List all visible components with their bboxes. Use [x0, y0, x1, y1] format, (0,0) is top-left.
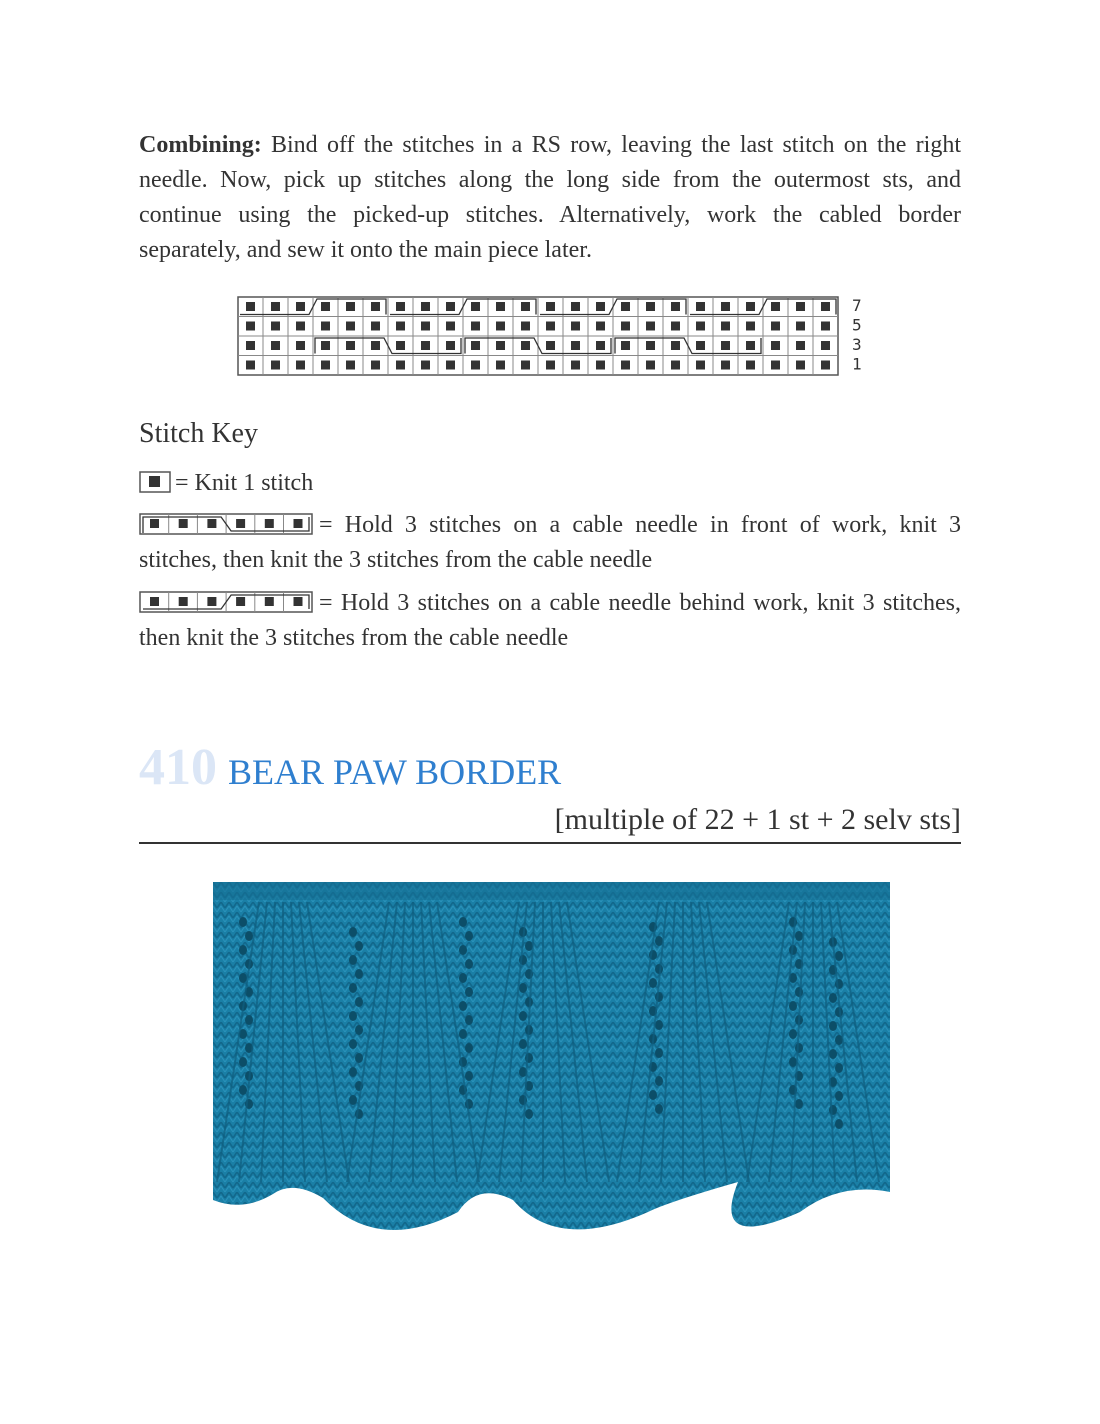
chart-knit-square [246, 341, 255, 350]
chart-knit-square [496, 302, 505, 311]
chart-row-number: 1 [852, 354, 862, 374]
combining-paragraph [139, 128, 961, 268]
chart-knit-square [796, 322, 805, 331]
chart-knit-square [346, 361, 355, 370]
chart-knit-square [721, 302, 730, 311]
chart-knit-square [621, 361, 630, 370]
chart-knit-square [421, 341, 430, 350]
chart-knit-square [771, 341, 780, 350]
chart-knit-square [346, 341, 355, 350]
chart-row-number: 7 [852, 296, 862, 315]
chart-knit-square [696, 341, 705, 350]
chart-knit-square [671, 302, 680, 311]
chart-knit-square [396, 302, 405, 311]
chart-row-number: 3 [852, 335, 862, 354]
section-number: 410 [139, 739, 217, 796]
chart-knit-square [521, 361, 530, 370]
chart-knit-square [371, 361, 380, 370]
chart-knit-square [446, 302, 455, 311]
chart-knit-square [646, 322, 655, 331]
chart-knit-square [496, 322, 505, 331]
chart-knit-square [671, 361, 680, 370]
chart-knit-square [821, 302, 830, 311]
chart-knit-square [521, 341, 530, 350]
chart-knit-square [371, 322, 380, 331]
chart-knit-square [271, 302, 280, 311]
chart-knit-square [496, 361, 505, 370]
key-text-cable-back: = Hold 3 stitches on a cable needle behind work, knit 3 stitches, then knit the 3 stitches from the cable needle [139, 590, 961, 651]
chart-knit-square [271, 361, 280, 370]
chart-knit-square [621, 302, 630, 311]
chart-knit-square [346, 322, 355, 331]
chart-knit-square [296, 341, 305, 350]
chart-knit-square [521, 322, 530, 331]
chart-knit-square [771, 322, 780, 331]
chart-knit-square [396, 341, 405, 350]
chart-knit-square [271, 341, 280, 350]
chart-knit-square [571, 322, 580, 331]
chart-knit-square [646, 341, 655, 350]
key-text-cable-front: = Hold 3 stitches on a cable needle in front of work, knit 3 stitches, then knit the 3 stitches from the cable needle [139, 512, 961, 573]
chart-row-number: 5 [852, 315, 862, 335]
chart-knit-square [446, 341, 455, 350]
section-divider [139, 842, 961, 844]
cable-chart [236, 294, 866, 380]
chart-knit-square [471, 322, 480, 331]
combining-text: Bind off the stitches in a RS row, leaving the last stitch on the right needle. Now, pick up stitches along the long side from the outermost sts, and continue using the picked-up stitches. Alternatively, work the cabled border separately, and sew it onto the main piece later. [139, 132, 961, 263]
chart-knit-square [396, 322, 405, 331]
chart-knit-square [546, 322, 555, 331]
chart-knit-square [771, 302, 780, 311]
chart-knit-square [821, 341, 830, 350]
chart-knit-square [446, 361, 455, 370]
chart-knit-square [321, 361, 330, 370]
key-row-cable-back [139, 586, 961, 656]
chart-knit-square [296, 361, 305, 370]
chart-knit-square [646, 302, 655, 311]
chart-knit-square [821, 322, 830, 331]
chart-knit-square [296, 322, 305, 331]
key-text-knit: = Knit 1 stitch [175, 470, 314, 496]
chart-knit-square [596, 302, 605, 311]
chart-knit-square [321, 341, 330, 350]
key-row-knit [139, 466, 961, 501]
chart-knit-square [421, 322, 430, 331]
chart-knit-square [796, 302, 805, 311]
chart-knit-square [696, 361, 705, 370]
chart-knit-square [521, 302, 530, 311]
section-subtitle: [multiple of 22 + 1 st + 2 selv sts] [554, 803, 961, 836]
chart-knit-square [696, 302, 705, 311]
chart-knit-square [596, 341, 605, 350]
chart-knit-square [421, 302, 430, 311]
chart-knit-square [321, 302, 330, 311]
chart-knit-square [371, 341, 380, 350]
chart-knit-square [246, 302, 255, 311]
chart-knit-square [446, 322, 455, 331]
chart-knit-square [621, 322, 630, 331]
chart-knit-square [721, 322, 730, 331]
chart-knit-square [721, 361, 730, 370]
chart-knit-square [546, 302, 555, 311]
chart-knit-square [671, 322, 680, 331]
chart-knit-square [746, 361, 755, 370]
section-title: BEAR PAW BORDER [228, 752, 562, 792]
combining-label: Combining: [139, 132, 262, 158]
chart-knit-square [796, 341, 805, 350]
chart-knit-square [371, 302, 380, 311]
knit-square-icon [139, 471, 171, 493]
chart-knit-square [246, 322, 255, 331]
stitch-key-heading: Stitch Key [139, 418, 258, 449]
chart-knit-square [796, 361, 805, 370]
chart-knit-square [596, 322, 605, 331]
chart-knit-square [571, 341, 580, 350]
chart-knit-square [571, 302, 580, 311]
chart-knit-square [721, 341, 730, 350]
key-row-cable-front [139, 508, 961, 578]
chart-knit-square [696, 322, 705, 331]
chart-knit-square [746, 322, 755, 331]
chart-knit-square [621, 341, 630, 350]
chart-knit-square [346, 302, 355, 311]
chart-knit-square [596, 361, 605, 370]
chart-knit-square [271, 322, 280, 331]
chart-knit-square [571, 361, 580, 370]
chart-knit-square [421, 361, 430, 370]
chart-knit-square [296, 302, 305, 311]
chart-knit-square [746, 341, 755, 350]
chart-knit-square [546, 341, 555, 350]
chart-knit-square [321, 322, 330, 331]
chart-knit-square [671, 341, 680, 350]
knit-swatch-photo [213, 882, 890, 1248]
chart-knit-square [396, 361, 405, 370]
chart-knit-square [746, 302, 755, 311]
chart-knit-square [646, 361, 655, 370]
chart-knit-square [821, 361, 830, 370]
chart-knit-square [246, 361, 255, 370]
chart-knit-square [471, 361, 480, 370]
chart-knit-square [471, 302, 480, 311]
cable-back-icon [139, 591, 315, 613]
cable-front-icon [139, 513, 315, 535]
chart-knit-square [546, 361, 555, 370]
chart-knit-square [496, 341, 505, 350]
chart-knit-square [471, 341, 480, 350]
chart-knit-square [771, 361, 780, 370]
